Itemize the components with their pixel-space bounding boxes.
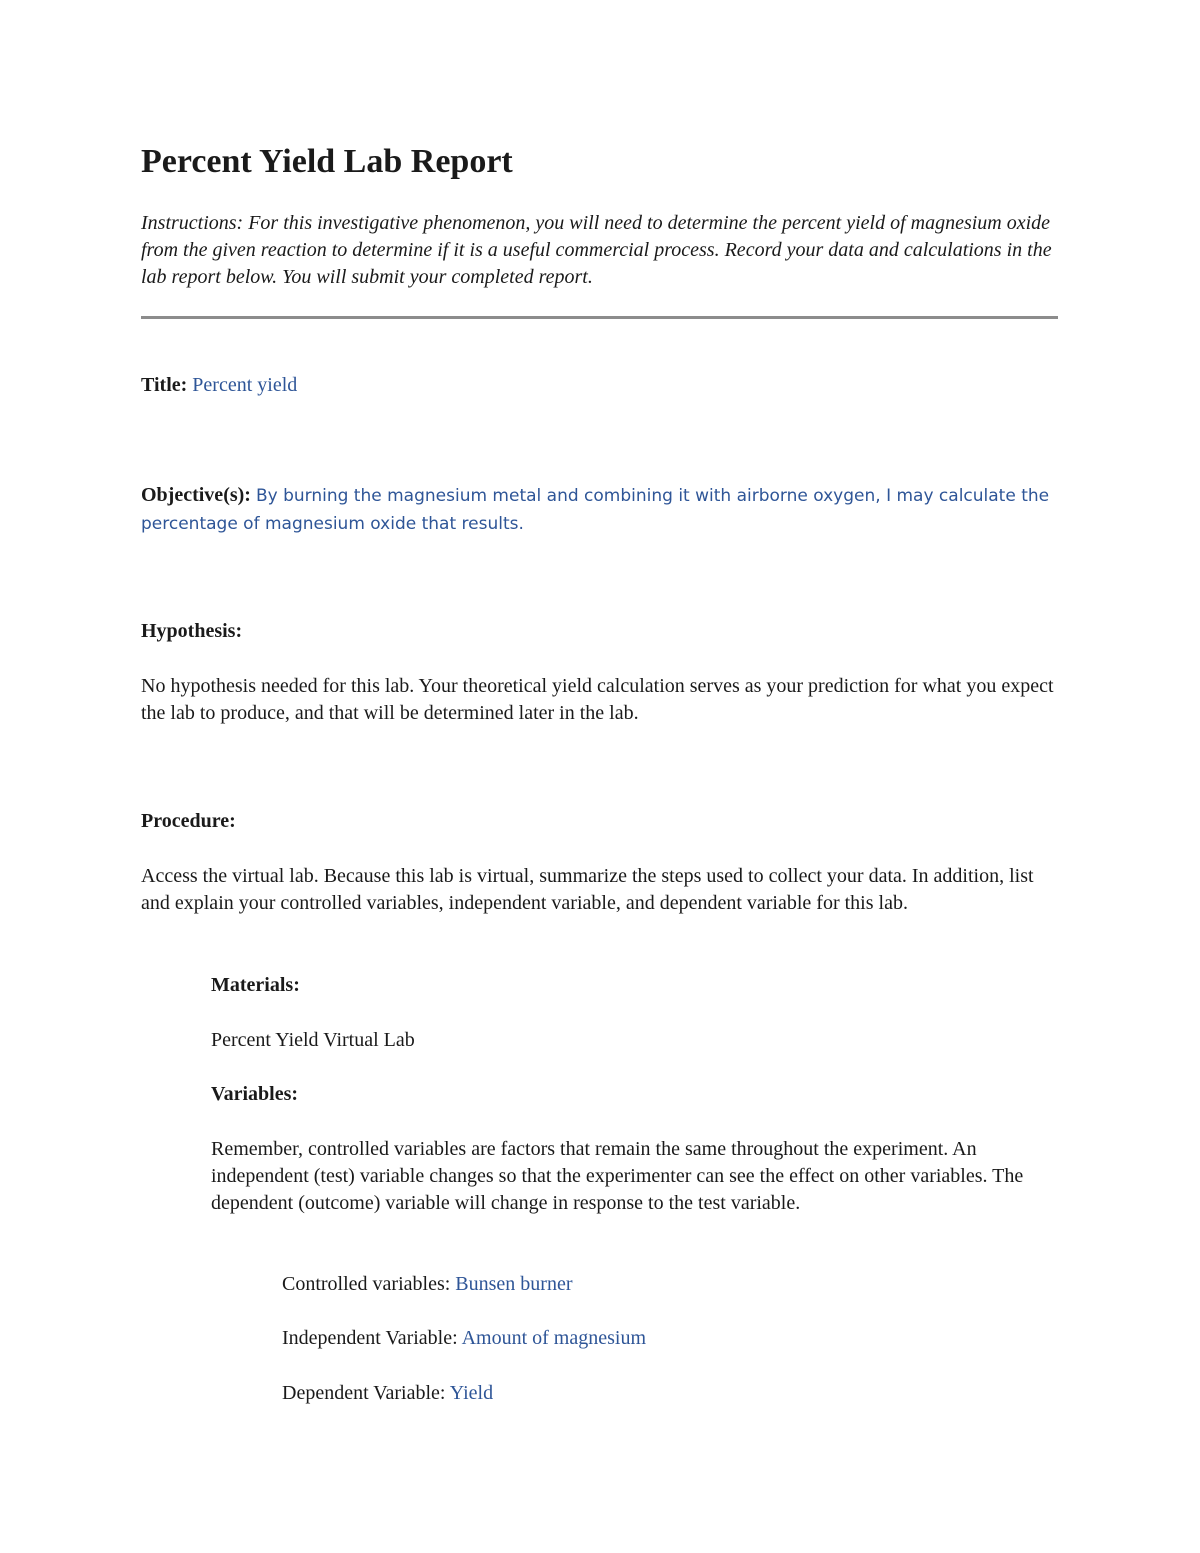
title-field [141,372,1061,399]
procedure-heading: Procedure: [141,810,236,832]
objective-value: By burning the magnesium metal and combining it with airborne oxygen, I may calculate the percentage of magnesium oxide that results. [141,486,1050,534]
dependent-variable-field [282,1380,493,1407]
objective-field [141,482,1061,538]
hypothesis-text: No hypothesis needed for this lab. Your theoretical yield calculation serves as your prediction for what you expect the lab to produce, and that will be determined later in the lab. [141,675,1054,724]
materials-heading: Materials: [211,974,300,996]
horizontal-rule [141,316,1058,319]
title-field-value: Percent yield [192,374,298,396]
independent-variable-field [282,1325,646,1352]
controlled-variables-label: Controlled variables: [282,1273,451,1295]
procedure-text: Access the virtual lab. Because this lab is virtual, summarize the steps used to collect your data. In addition, list and explain your controlled variables, independent variable, and dependent variable for this lab. [141,865,1034,914]
independent-variable-value: Amount of magnesium [461,1327,647,1349]
independent-variable-label: Independent Variable: [282,1327,458,1349]
document-title: Percent Yield Lab Report [141,143,513,180]
materials-text: Percent Yield Virtual Lab [211,1029,415,1051]
instructions-text: Instructions: For this investigative phenomenon, you will need to determine the percent yield of magnesium oxide from the given reaction to determine if it is a useful commercial process. Record your data and calculations in the lab report below. You will submit your completed report. [141,212,1052,288]
controlled-variables-field [282,1271,573,1298]
dependent-variable-value: Yield [449,1382,494,1404]
variables-heading: Variables: [211,1083,299,1105]
dependent-variable-label: Dependent Variable: [282,1382,446,1404]
hypothesis-heading: Hypothesis: [141,620,243,642]
controlled-variables-value: Bunsen burner [455,1273,573,1295]
title-field-label: Title: [141,374,188,396]
variables-text: Remember, controlled variables are factors that remain the same throughout the experiment. An independent (test) variable changes so that the experimenter can see the effect on other variables. The dependent (outcome) variable will change in response to the test variable. [211,1138,1024,1214]
objective-label: Objective(s): [141,484,251,506]
